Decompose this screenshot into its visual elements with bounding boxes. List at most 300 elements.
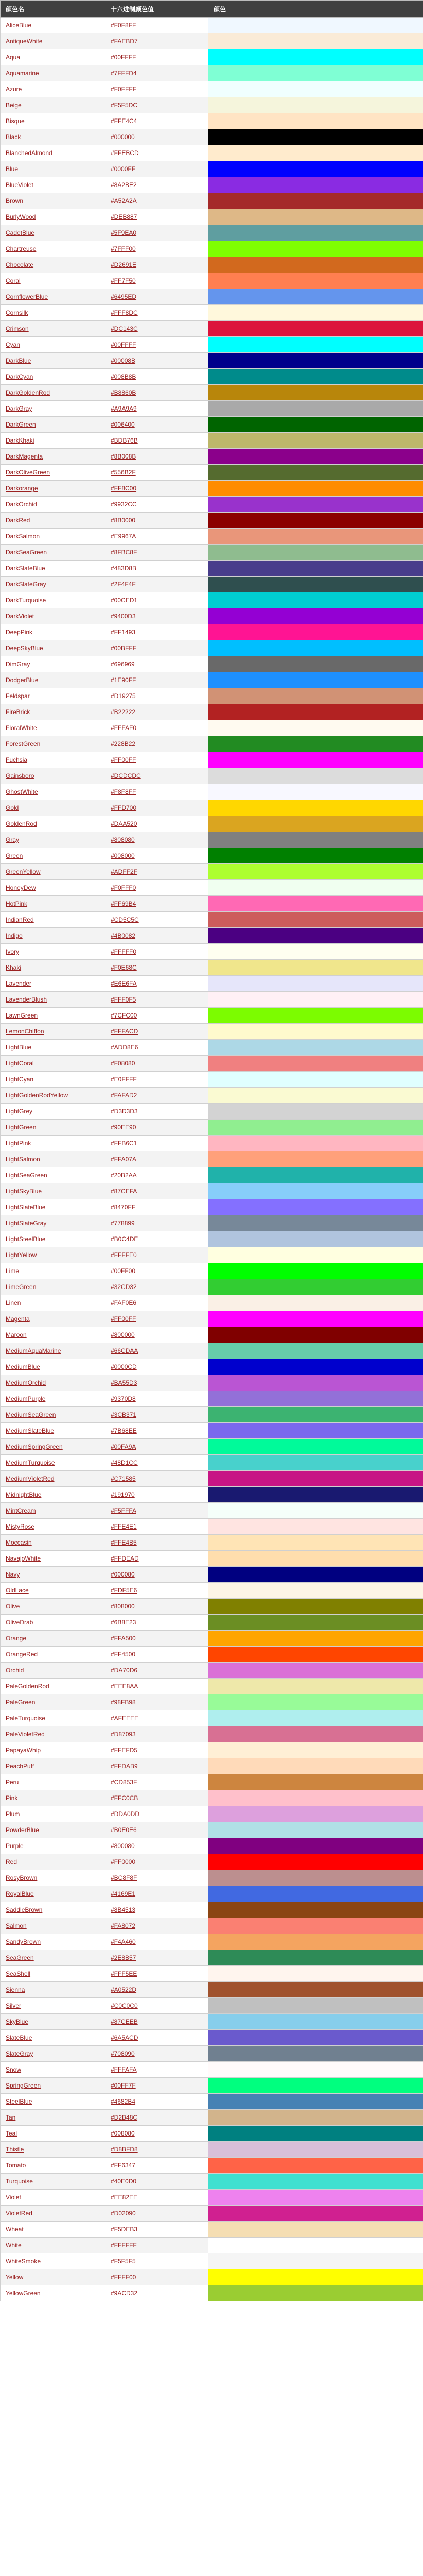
color-name-link[interactable]: Olive — [1, 1599, 105, 1615]
hex-value-link[interactable]: #CD5C5C — [105, 912, 208, 928]
color-name-link[interactable]: CornflowerBlue — [1, 289, 105, 305]
color-name-link[interactable]: FireBrick — [1, 704, 105, 720]
hex-value-link[interactable]: #BDB76B — [105, 433, 208, 449]
hex-value-link[interactable]: #6B8E23 — [105, 1615, 208, 1631]
color-name-link[interactable]: RoyalBlue — [1, 1886, 105, 1902]
hex-value-link[interactable]: #006400 — [105, 417, 208, 433]
hex-value-link[interactable]: #4682B4 — [105, 2094, 208, 2110]
hex-value-link[interactable]: #A0522D — [105, 1982, 208, 1998]
color-name-link[interactable]: DimGray — [1, 656, 105, 672]
hex-value-link[interactable]: #FFE4B5 — [105, 1535, 208, 1551]
hex-value-link[interactable]: #B8860B — [105, 385, 208, 401]
hex-value-link[interactable]: #FDF5E6 — [105, 1583, 208, 1599]
color-name-link[interactable]: SlateGray — [1, 2046, 105, 2062]
hex-value-link[interactable]: #4169E1 — [105, 1886, 208, 1902]
hex-value-link[interactable]: #F5FFFA — [105, 1503, 208, 1519]
color-name-link[interactable]: BlanchedAlmond — [1, 145, 105, 161]
color-name-link[interactable]: LightSlateBlue — [1, 1199, 105, 1215]
color-name-link[interactable]: Thistle — [1, 2142, 105, 2158]
hex-value-link[interactable]: #AFEEEE — [105, 1710, 208, 1726]
color-name-link[interactable]: Cornsilk — [1, 305, 105, 321]
hex-value-link[interactable]: #A52A2A — [105, 193, 208, 209]
color-name-link[interactable]: DarkRed — [1, 513, 105, 529]
hex-value-link[interactable]: #708090 — [105, 2046, 208, 2062]
color-name-link[interactable]: PapayaWhip — [1, 1742, 105, 1758]
hex-value-link[interactable]: #0000FF — [105, 161, 208, 177]
color-name-link[interactable]: Cyan — [1, 337, 105, 353]
hex-value-link[interactable]: #A9A9A9 — [105, 401, 208, 417]
hex-value-link[interactable]: #FAF0E6 — [105, 1295, 208, 1311]
color-name-link[interactable]: Green — [1, 848, 105, 864]
color-name-link[interactable]: SaddleBrown — [1, 1902, 105, 1918]
hex-value-link[interactable]: #D2B48C — [105, 2110, 208, 2126]
hex-value-link[interactable]: #2E8B57 — [105, 1950, 208, 1966]
color-swatch — [208, 1726, 423, 1742]
hex-value-link[interactable]: #FF7F50 — [105, 273, 208, 289]
hex-value-link[interactable]: #FFF8DC — [105, 305, 208, 321]
hex-value-link[interactable]: #8470FF — [105, 1199, 208, 1215]
color-name-link[interactable]: Turquoise — [1, 2174, 105, 2190]
color-name-link[interactable]: Wheat — [1, 2222, 105, 2238]
hex-value-link[interactable]: #B0E0E6 — [105, 1822, 208, 1838]
color-name-link[interactable]: IndianRed — [1, 912, 105, 928]
hex-value-link[interactable]: #D8BFD8 — [105, 2142, 208, 2158]
color-name-link[interactable]: PaleGoldenRod — [1, 1679, 105, 1694]
hex-value-link[interactable]: #9932CC — [105, 497, 208, 513]
hex-value-link[interactable]: #FA8072 — [105, 1918, 208, 1934]
color-name-link[interactable]: MediumVioletRed — [1, 1471, 105, 1487]
hex-value-link[interactable]: #F0FFF0 — [105, 880, 208, 896]
color-name-link[interactable]: Peru — [1, 1774, 105, 1790]
color-name-link[interactable]: MediumAquaMarine — [1, 1343, 105, 1359]
hex-value-link[interactable]: #FFC0CB — [105, 1790, 208, 1806]
color-name-link[interactable]: MediumPurple — [1, 1391, 105, 1407]
hex-value-link[interactable]: #FF00FF — [105, 1311, 208, 1327]
hex-value-link[interactable]: #FFFACD — [105, 1024, 208, 1040]
color-name-link[interactable]: LightGoldenRodYellow — [1, 1088, 105, 1104]
hex-value-link[interactable]: #9400D3 — [105, 608, 208, 624]
hex-value-link[interactable]: #BA55D3 — [105, 1375, 208, 1391]
color-name-link[interactable]: BlueViolet — [1, 177, 105, 193]
hex-value-link[interactable]: #66CDAA — [105, 1343, 208, 1359]
hex-value-link[interactable]: #00FFFF — [105, 337, 208, 353]
color-name-link[interactable]: Pink — [1, 1790, 105, 1806]
hex-value-link[interactable]: #FF69B4 — [105, 896, 208, 912]
color-name-link[interactable]: Purple — [1, 1838, 105, 1854]
color-name-link[interactable]: DarkGray — [1, 401, 105, 417]
color-name-link[interactable]: Snow — [1, 2062, 105, 2078]
hex-value-link[interactable]: #000000 — [105, 129, 208, 145]
hex-value-link[interactable]: #FF00FF — [105, 752, 208, 768]
color-name-link[interactable]: Red — [1, 1854, 105, 1870]
color-name-link[interactable]: YellowGreen — [1, 2285, 105, 2301]
hex-value-link[interactable]: #7CFC00 — [105, 1008, 208, 1024]
color-name-link[interactable]: MediumSeaGreen — [1, 1407, 105, 1423]
hex-value-link[interactable]: #00FFFF — [105, 49, 208, 65]
color-name-link[interactable]: SpringGreen — [1, 2078, 105, 2094]
hex-value-link[interactable]: #F0FFFF — [105, 81, 208, 97]
color-name-link[interactable]: MistyRose — [1, 1519, 105, 1535]
color-name-link[interactable]: LightPink — [1, 1136, 105, 1151]
hex-value-link[interactable]: #ADFF2F — [105, 864, 208, 880]
hex-value-link[interactable]: #BC8F8F — [105, 1870, 208, 1886]
color-name-link[interactable]: DarkKhaki — [1, 433, 105, 449]
hex-value-link[interactable]: #F8F8FF — [105, 784, 208, 800]
color-name-link[interactable]: Tomato — [1, 2158, 105, 2174]
hex-value-link[interactable]: #F5F5DC — [105, 97, 208, 113]
hex-value-link[interactable]: #FF1493 — [105, 624, 208, 640]
color-name-link[interactable]: ForestGreen — [1, 736, 105, 752]
color-name-link[interactable]: MediumSlateBlue — [1, 1423, 105, 1439]
color-name-link[interactable]: Brown — [1, 193, 105, 209]
hex-value-link[interactable]: #F4A460 — [105, 1934, 208, 1950]
color-name-link[interactable]: AntiqueWhite — [1, 33, 105, 49]
color-name-link[interactable]: MidnightBlue — [1, 1487, 105, 1503]
hex-value-link[interactable]: #FFFFF0 — [105, 944, 208, 960]
hex-value-link[interactable]: #9370D8 — [105, 1391, 208, 1407]
hex-value-link[interactable]: #7FFF00 — [105, 241, 208, 257]
color-name-link[interactable]: Plum — [1, 1806, 105, 1822]
hex-value-link[interactable]: #F0E68C — [105, 960, 208, 976]
hex-value-link[interactable]: #FF0000 — [105, 1854, 208, 1870]
table-row — [1, 2285, 423, 2301]
hex-value-link[interactable]: #FFE4E1 — [105, 1519, 208, 1535]
color-name-link[interactable]: Beige — [1, 97, 105, 113]
hex-value-link[interactable]: #556B2F — [105, 465, 208, 481]
color-name-link[interactable]: LightSteelBlue — [1, 1231, 105, 1247]
color-name-link[interactable]: Lime — [1, 1263, 105, 1279]
color-name-link[interactable]: SeaShell — [1, 1966, 105, 1982]
hex-value-link[interactable]: #F5DEB3 — [105, 2222, 208, 2238]
hex-value-link[interactable]: #E9967A — [105, 529, 208, 545]
table-row — [1, 1806, 423, 1822]
color-name-link[interactable]: LightSalmon — [1, 1151, 105, 1167]
color-name-link[interactable]: Blue — [1, 161, 105, 177]
color-name-link[interactable]: OrangeRed — [1, 1647, 105, 1663]
color-name-link[interactable]: FloralWhite — [1, 720, 105, 736]
hex-value-link[interactable]: #FFDEAD — [105, 1551, 208, 1567]
hex-value-link[interactable]: #191970 — [105, 1487, 208, 1503]
hex-value-link[interactable]: #20B2AA — [105, 1167, 208, 1183]
hex-value-link[interactable]: #87CEFA — [105, 1183, 208, 1199]
color-name-link[interactable]: DarkBlue — [1, 353, 105, 369]
hex-value-link[interactable]: #DA70D6 — [105, 1663, 208, 1679]
color-name-link[interactable]: Violet — [1, 2190, 105, 2206]
color-name-link[interactable]: NavajoWhite — [1, 1551, 105, 1567]
color-name-link[interactable]: Darkorange — [1, 481, 105, 497]
hex-value-link[interactable]: #800080 — [105, 1838, 208, 1854]
hex-value-link[interactable]: #8B0000 — [105, 513, 208, 529]
hex-value-link[interactable]: #EE82EE — [105, 2190, 208, 2206]
hex-value-link[interactable]: #8A2BE2 — [105, 177, 208, 193]
color-name-link[interactable]: GoldenRod — [1, 816, 105, 832]
color-name-link[interactable]: HotPink — [1, 896, 105, 912]
color-name-link[interactable]: MediumSpringGreen — [1, 1439, 105, 1455]
hex-value-link[interactable]: #6A5ACD — [105, 2030, 208, 2046]
hex-value-link[interactable]: #F08080 — [105, 1056, 208, 1072]
color-name-link[interactable]: Lavender — [1, 976, 105, 992]
hex-value-link[interactable]: #FFFAF0 — [105, 720, 208, 736]
hex-value-link[interactable]: #228B22 — [105, 736, 208, 752]
hex-value-link[interactable]: #C71585 — [105, 1471, 208, 1487]
color-name-link[interactable]: Black — [1, 129, 105, 145]
hex-value-link[interactable]: #FFEBCD — [105, 145, 208, 161]
color-name-link[interactable]: PaleGreen — [1, 1694, 105, 1710]
color-name-link[interactable]: Silver — [1, 1998, 105, 2014]
color-name-link[interactable]: SeaGreen — [1, 1950, 105, 1966]
color-swatch — [208, 33, 423, 49]
color-name-link[interactable]: PaleVioletRed — [1, 1726, 105, 1742]
color-name-link[interactable]: DarkCyan — [1, 369, 105, 385]
hex-value-link[interactable]: #D02090 — [105, 2206, 208, 2222]
hex-value-link[interactable]: #7FFFD4 — [105, 65, 208, 81]
color-name-link[interactable]: Orange — [1, 1631, 105, 1647]
color-name-link[interactable]: Crimson — [1, 321, 105, 337]
color-name-link[interactable]: LightSeaGreen — [1, 1167, 105, 1183]
color-name-link[interactable]: MintCream — [1, 1503, 105, 1519]
hex-value-link[interactable]: #6495ED — [105, 289, 208, 305]
hex-value-link[interactable]: #00FF00 — [105, 1263, 208, 1279]
color-name-link[interactable]: Magenta — [1, 1311, 105, 1327]
color-name-link[interactable]: LightYellow — [1, 1247, 105, 1263]
hex-value-link[interactable]: #FFA500 — [105, 1631, 208, 1647]
hex-value-link[interactable]: #DDA0DD — [105, 1806, 208, 1822]
color-name-link[interactable]: LightSkyBlue — [1, 1183, 105, 1199]
hex-value-link[interactable]: #8B008B — [105, 449, 208, 465]
color-name-link[interactable]: Navy — [1, 1567, 105, 1583]
color-swatch — [208, 113, 423, 129]
hex-value-link[interactable]: #FFEFD5 — [105, 1742, 208, 1758]
hex-value-link[interactable]: #00FF7F — [105, 2078, 208, 2094]
hex-value-link[interactable]: #CD853F — [105, 1774, 208, 1790]
hex-value-link[interactable]: #00CED1 — [105, 592, 208, 608]
hex-value-link[interactable]: #B22222 — [105, 704, 208, 720]
color-name-link[interactable]: DarkSlateBlue — [1, 561, 105, 577]
color-name-link[interactable]: SteelBlue — [1, 2094, 105, 2110]
color-name-link[interactable]: RosyBrown — [1, 1870, 105, 1886]
hex-value-link[interactable]: #ADD8E6 — [105, 1040, 208, 1056]
color-name-link[interactable]: Gold — [1, 800, 105, 816]
hex-value-link[interactable]: #87CEEB — [105, 2014, 208, 2030]
hex-value-link[interactable]: #98FB98 — [105, 1694, 208, 1710]
color-name-link[interactable]: LawnGreen — [1, 1008, 105, 1024]
color-name-link[interactable]: LemonChiffon — [1, 1024, 105, 1040]
hex-value-link[interactable]: #FF6347 — [105, 2158, 208, 2174]
color-name-link[interactable]: DeepSkyBlue — [1, 640, 105, 656]
color-name-link[interactable]: Feldspar — [1, 688, 105, 704]
color-name-link[interactable]: Moccasin — [1, 1535, 105, 1551]
hex-value-link[interactable]: #FFFAFA — [105, 2062, 208, 2078]
hex-value-link[interactable]: #00FA9A — [105, 1439, 208, 1455]
hex-value-link[interactable]: #E6E6FA — [105, 976, 208, 992]
table-row — [1, 273, 423, 289]
hex-value-link[interactable]: #DAA520 — [105, 816, 208, 832]
color-name-link[interactable]: DarkGoldenRod — [1, 385, 105, 401]
color-name-link[interactable]: Fuchsia — [1, 752, 105, 768]
hex-value-link[interactable]: #FAEBD7 — [105, 33, 208, 49]
table-row — [1, 1886, 423, 1902]
color-name-link[interactable]: Azure — [1, 81, 105, 97]
color-name-link[interactable]: AliceBlue — [1, 18, 105, 33]
hex-value-link[interactable]: #F5F5F5 — [105, 2253, 208, 2269]
hex-value-link[interactable]: #FFFFE0 — [105, 1247, 208, 1263]
table-row — [1, 481, 423, 497]
hex-value-link[interactable]: #FFE4C4 — [105, 113, 208, 129]
color-name-link[interactable]: VioletRed — [1, 2206, 105, 2222]
hex-value-link[interactable]: #3CB371 — [105, 1407, 208, 1423]
hex-value-link[interactable]: #FAFAD2 — [105, 1088, 208, 1104]
color-name-link[interactable]: Khaki — [1, 960, 105, 976]
hex-value-link[interactable]: #483D8B — [105, 561, 208, 577]
hex-value-link[interactable]: #90EE90 — [105, 1120, 208, 1136]
color-name-link[interactable]: White — [1, 2238, 105, 2253]
color-swatch — [208, 688, 423, 704]
color-name-link[interactable]: Chartreuse — [1, 241, 105, 257]
hex-value-link[interactable]: #778899 — [105, 1215, 208, 1231]
hex-value-link[interactable]: #7B68EE — [105, 1423, 208, 1439]
color-name-link[interactable]: Ivory — [1, 944, 105, 960]
hex-value-link[interactable]: #00008B — [105, 353, 208, 369]
color-name-link[interactable]: DarkViolet — [1, 608, 105, 624]
color-name-link[interactable]: DarkOliveGreen — [1, 465, 105, 481]
color-name-link[interactable]: OldLace — [1, 1583, 105, 1599]
color-name-link[interactable]: Coral — [1, 273, 105, 289]
table-row — [1, 1247, 423, 1263]
color-name-link[interactable]: DeepPink — [1, 624, 105, 640]
hex-value-link[interactable]: #FFDAB9 — [105, 1758, 208, 1774]
hex-value-link[interactable]: #00BFFF — [105, 640, 208, 656]
hex-value-link[interactable]: #4B0082 — [105, 928, 208, 944]
color-name-link[interactable]: GreenYellow — [1, 864, 105, 880]
color-name-link[interactable]: Gainsboro — [1, 768, 105, 784]
color-name-link[interactable]: Teal — [1, 2126, 105, 2142]
hex-value-link[interactable]: #000080 — [105, 1567, 208, 1583]
hex-value-link[interactable]: #FFFFFF — [105, 2238, 208, 2253]
color-name-link[interactable]: LightBlue — [1, 1040, 105, 1056]
color-name-link[interactable]: MediumOrchid — [1, 1375, 105, 1391]
hex-value-link[interactable]: #FFD700 — [105, 800, 208, 816]
hex-value-link[interactable]: #FFF0F5 — [105, 992, 208, 1008]
hex-value-link[interactable]: #C0C0C0 — [105, 1998, 208, 2014]
hex-value-link[interactable]: #D19275 — [105, 688, 208, 704]
color-name-link[interactable]: Orchid — [1, 1663, 105, 1679]
hex-value-link[interactable]: #E0FFFF — [105, 1072, 208, 1088]
hex-value-link[interactable]: #32CD32 — [105, 1279, 208, 1295]
color-name-link[interactable]: MediumBlue — [1, 1359, 105, 1375]
color-name-link[interactable]: Aqua — [1, 49, 105, 65]
color-name-link[interactable]: DarkMagenta — [1, 449, 105, 465]
color-name-link[interactable]: DodgerBlue — [1, 672, 105, 688]
hex-value-link[interactable]: #DEB887 — [105, 209, 208, 225]
table-row — [1, 545, 423, 561]
color-name-link[interactable]: LightGreen — [1, 1120, 105, 1136]
hex-value-link[interactable]: #D2691E — [105, 257, 208, 273]
color-name-link[interactable]: Bisque — [1, 113, 105, 129]
hex-value-link[interactable]: #8FBC8F — [105, 545, 208, 561]
hex-value-link[interactable]: #FF4500 — [105, 1647, 208, 1663]
hex-value-link[interactable]: #D3D3D3 — [105, 1104, 208, 1120]
color-name-link[interactable]: HoneyDew — [1, 880, 105, 896]
hex-value-link[interactable]: #8B4513 — [105, 1902, 208, 1918]
hex-value-link[interactable]: #FF8C00 — [105, 481, 208, 497]
hex-value-link[interactable]: #40E0D0 — [105, 2174, 208, 2190]
color-name-link[interactable]: GhostWhite — [1, 784, 105, 800]
color-name-link[interactable]: PeachPuff — [1, 1758, 105, 1774]
color-name-link[interactable]: Aquamarine — [1, 65, 105, 81]
hex-value-link[interactable]: #008B8B — [105, 369, 208, 385]
color-name-link[interactable]: DarkGreen — [1, 417, 105, 433]
hex-value-link[interactable]: #DCDCDC — [105, 768, 208, 784]
hex-value-link[interactable]: #5F9EA0 — [105, 225, 208, 241]
color-name-link[interactable]: Maroon — [1, 1327, 105, 1343]
color-name-link[interactable]: Salmon — [1, 1918, 105, 1934]
color-name-link[interactable]: Sienna — [1, 1982, 105, 1998]
hex-value-link[interactable]: #D87093 — [105, 1726, 208, 1742]
hex-value-link[interactable]: #9ACD32 — [105, 2285, 208, 2301]
color-name-link[interactable]: SkyBlue — [1, 2014, 105, 2030]
color-name-link[interactable]: Yellow — [1, 2269, 105, 2285]
color-name-link[interactable]: Gray — [1, 832, 105, 848]
color-swatch — [208, 401, 423, 417]
hex-value-link[interactable]: #FFA07A — [105, 1151, 208, 1167]
hex-value-link[interactable]: #008000 — [105, 848, 208, 864]
color-name-link[interactable]: Chocolate — [1, 257, 105, 273]
hex-value-link[interactable]: #48D1CC — [105, 1455, 208, 1471]
color-name-link[interactable]: LimeGreen — [1, 1279, 105, 1295]
color-name-link[interactable]: PowderBlue — [1, 1822, 105, 1838]
hex-value-link[interactable]: #DC143C — [105, 321, 208, 337]
hex-value-link[interactable]: #1E90FF — [105, 672, 208, 688]
color-name-link[interactable]: WhiteSmoke — [1, 2253, 105, 2269]
hex-value-link[interactable]: #B0C4DE — [105, 1231, 208, 1247]
hex-value-link[interactable]: #2F4F4F — [105, 577, 208, 592]
hex-value-link[interactable]: #808080 — [105, 832, 208, 848]
color-name-link[interactable]: PaleTurquoise — [1, 1710, 105, 1726]
color-name-link[interactable]: Linen — [1, 1295, 105, 1311]
color-name-link[interactable]: DarkSalmon — [1, 529, 105, 545]
hex-value-link[interactable]: #808000 — [105, 1599, 208, 1615]
color-name-link[interactable]: OliveDrab — [1, 1615, 105, 1631]
hex-value-link[interactable]: #008080 — [105, 2126, 208, 2142]
color-name-link[interactable]: LightGrey — [1, 1104, 105, 1120]
color-name-link[interactable]: LightCyan — [1, 1072, 105, 1088]
color-name-link[interactable]: LightSlateGray — [1, 1215, 105, 1231]
hex-value-link[interactable]: #FFF5EE — [105, 1966, 208, 1982]
color-name-link[interactable]: Tan — [1, 2110, 105, 2126]
color-name-link[interactable]: DarkTurquoise — [1, 592, 105, 608]
color-name-link[interactable]: LavenderBlush — [1, 992, 105, 1008]
color-name-link[interactable]: CadetBlue — [1, 225, 105, 241]
hex-value-link[interactable]: #800000 — [105, 1327, 208, 1343]
color-swatch — [208, 1519, 423, 1535]
color-name-link[interactable]: SlateBlue — [1, 2030, 105, 2046]
color-name-link[interactable]: DarkSeaGreen — [1, 545, 105, 561]
color-name-link[interactable]: MediumTurquoise — [1, 1455, 105, 1471]
hex-value-link[interactable]: #FFB6C1 — [105, 1136, 208, 1151]
hex-value-link[interactable]: #696969 — [105, 656, 208, 672]
color-name-link[interactable]: LightCoral — [1, 1056, 105, 1072]
hex-value-link[interactable]: #F0F8FF — [105, 18, 208, 33]
color-name-link[interactable]: DarkSlateGray — [1, 577, 105, 592]
color-swatch — [208, 1966, 423, 1982]
hex-value-link[interactable]: #0000CD — [105, 1359, 208, 1375]
color-name-link[interactable]: Indigo — [1, 928, 105, 944]
color-name-link[interactable]: SandyBrown — [1, 1934, 105, 1950]
hex-value-link[interactable]: #FFFF00 — [105, 2269, 208, 2285]
hex-value-link[interactable]: #EEE8AA — [105, 1679, 208, 1694]
color-name-link[interactable]: DarkOrchid — [1, 497, 105, 513]
color-name-link[interactable]: BurlyWood — [1, 209, 105, 225]
